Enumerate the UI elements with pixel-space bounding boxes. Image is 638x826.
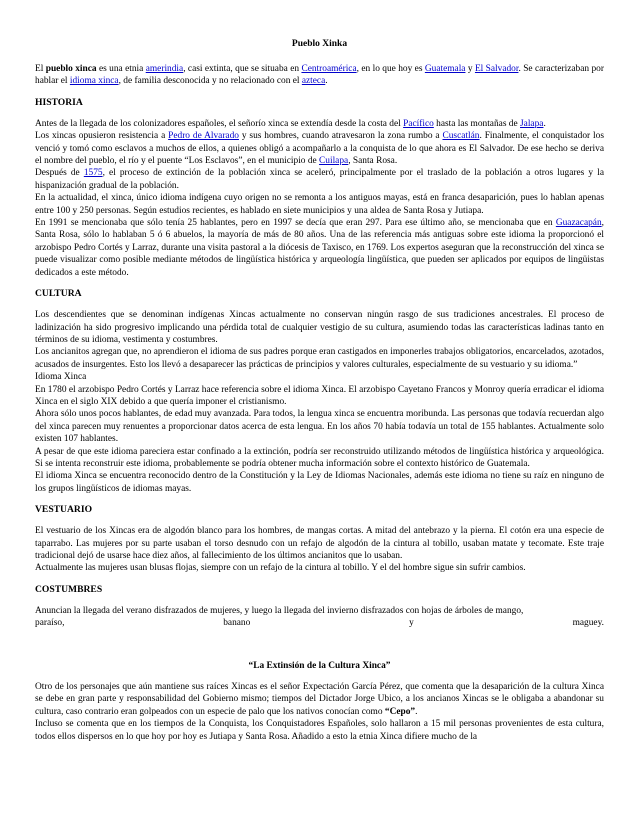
intro-text: . Se caracterizaban por hablar el xyxy=(35,64,604,87)
body-text: . xyxy=(543,118,546,129)
link-azteca[interactable]: azteca xyxy=(301,76,326,87)
link-cuilapa[interactable]: Cuilapa xyxy=(319,156,349,167)
intro-paragraph xyxy=(35,63,604,88)
intro-text: , casi extinta, que se situaba en xyxy=(183,64,302,74)
word: y xyxy=(409,618,414,629)
historia-paragraph xyxy=(35,118,604,130)
vestuario-paragraph: El vestuario de los Xincas era de algodón blanco para los hombres, de mangas cortas. A mitad del antebrazo y la pierna. El cotón era una especie de taparrabo. Las mujeres por su parte usaban el torso desnudo con un refajo de algodón de la cintura al tobillo, usaban matate y tecomate. Este traje tradicional dejó de usarse hace diez años, al fallecimiento de los últimos ancianitos que lo usaban. xyxy=(35,526,604,561)
cultura-paragraph: A pesar de que este idioma pareciera estar confinado a la extinción, podría ser reconstruido utilizando métodos de lingüística histórica y arqueológica. Si se intenta reconstruir este idioma, probablemente se podría obtener mucha información sobre el contexto histórico de Guatemala. xyxy=(35,446,604,469)
body-text: hasta las montañas de xyxy=(433,118,521,129)
section-heading-cultura: CULTURA xyxy=(35,288,82,300)
link-1575[interactable]: 1575 xyxy=(83,168,103,179)
cultura-paragraph: Los descendientes que se denominan indígenas Xincas actualmente no conservan ningún rasgo de sus tradiciones ancestrales. El proceso de ladinización ha sido progresivo implicando una pérdida total de cualquier vestigio de su cultura, asumiendo todas las características ladinas tanto en términos de su idioma, vestimenta y costumbres. xyxy=(35,310,604,345)
link-el-salvador[interactable]: El Salvador xyxy=(474,64,519,74)
intro-text: es una etnia xyxy=(96,64,146,74)
link-centroamerica[interactable]: Centroamérica xyxy=(301,64,357,74)
intro-text: . xyxy=(325,76,328,87)
link-jalapa[interactable]: Jalapa xyxy=(520,118,544,129)
extincion-heading: “La Extinsión de la Cultura Xinca” xyxy=(248,660,391,671)
historia-paragraph xyxy=(35,130,604,167)
body-text: , Santa Rosa. xyxy=(348,156,398,167)
body-text: , el proceso de extinción de la población xinca se aceleró, principalmente por el traslado de la población a otros lugares y la hispanización gradual de la población. xyxy=(35,168,604,191)
section-heading-vestuario: VESTUARIO xyxy=(35,504,93,516)
body-text: . Finalmente, el conquistador los venció y tomó como esclavos a muchos de ellos, a quienes obligó a acompañarlo a la conquista de lo que ahora es El Salvador. De ese hecho se deriva el nombre del pueblo, el río y el puente “Los Esclavos”, en el municipio de xyxy=(35,131,604,167)
bold-term-cepo: “Cepo” xyxy=(384,706,416,717)
historia-paragraph: En la actualidad, el xinca, único idioma indígena cuyo origen no se remonta a los antiguos mayas, está en franca desaparición, pues lo hablan apenas entre 100 y 250 personas. Según estudios recientes, es hablado en siete municipios y una aldea de Santa Rosa y Jutiapa. xyxy=(35,193,604,216)
costumbres-justified-line xyxy=(35,617,604,629)
word: maguey. xyxy=(572,618,604,629)
vestuario-paragraph: Actualmente las mujeres usan blusas flojas, siempre con un refajo de la cintura al tobillo. Y el del hombre sigue sin sufrir cambios. xyxy=(35,563,526,574)
link-pacifico[interactable]: Pacífico xyxy=(403,118,434,129)
body-text: En 1991 se mencionaba que sólo tenía 25 hablantes, pero en 1997 se decía que eran 297. Para ese último año, se mencionaba que en xyxy=(35,218,556,229)
cultura-paragraph: En 1780 el arzobispo Pedro Cortés y Larraz hace referencia sobre el idioma Xinca. El arzobispo Cayetano Francos y Monroy quería erradicar el idioma Xinca en el siglo XIX debido a que quería imponer el cristianismo. xyxy=(35,384,604,407)
intro-text: y xyxy=(465,64,475,74)
cultura-paragraph: Ahora sólo unos pocos hablantes, de edad muy avanzada. Para todos, la lengua xinca se encuentra moribunda. Las personas que todavía recuerdan algo del xinca parecen muy renuentes a proporcionar datos acerca de esta lengua. En los años 70 había todavía un total de 155 hablantes. Actualmente solo existen 107 hablantes. xyxy=(35,409,604,445)
section-heading-historia: HISTORIA xyxy=(35,96,83,108)
link-amerindia[interactable]: amerindia xyxy=(145,64,184,74)
historia-paragraph xyxy=(35,217,604,279)
link-cuscatlan[interactable]: Cuscatlán xyxy=(442,131,480,142)
word: paraíso, xyxy=(35,618,65,629)
intro-text: , en lo que hoy es xyxy=(356,64,425,74)
word: banano xyxy=(223,618,251,629)
intro-text: El xyxy=(35,64,46,74)
body-text: . xyxy=(415,706,418,717)
historia-paragraph xyxy=(35,167,604,192)
body-text: y sus hombres, cuando atravesaron la zona rumbo a xyxy=(238,131,443,142)
cultura-paragraph: El idioma Xinca se encuentra reconocido dentro de la Constitución y la Ley de Idiomas Nacionales, además este idioma no tiene su raíz en ninguno de los grupos lingüísticos de idiomas mayas. xyxy=(35,471,604,494)
intro-bold-term: pueblo xinca xyxy=(45,64,97,74)
page-title: Pueblo Xinka xyxy=(291,39,348,49)
costumbres-paragraph: Anuncian la llegada del verano disfrazados de mujeres, y luego la llegada del invierno disfrazados con hojas de árboles de mango, xyxy=(35,605,524,616)
extincion-paragraph xyxy=(35,681,604,718)
body-text: Los xincas opusieron resistencia a xyxy=(35,131,169,142)
link-pedro-de-alvarado[interactable]: Pedro de Alvarado xyxy=(168,131,239,142)
extincion-paragraph: Incluso se comenta que en los tiempos de la Conquista, los Conquistadores Españoles, solo hallaron a 15 mil personas provenientes de esta cultura, todos ellos dispersos en lo que hoy por hoy es Jutiapa y Santa Rosa. Añadido a esto la etnia Xinca difiere mucho de la xyxy=(35,719,604,742)
cultura-paragraph: Los ancianitos agregan que, no aprendieron el idioma de sus padres porque eran castigados en imponerles trabajos obligatorios, encarcelados, azotados, acusados de insurgentes. Esto los llevó a desaparecer las prácticas de principios y valores culturales, especialmente de su vestuario y su idioma.” xyxy=(35,347,604,370)
body-text: , Santa Rosa, sólo lo hablaban 5 ó 6 abuelos, la mayoría de más de 80 años. Una de las referencia más antiguas sobre este idioma la proporcionó el arzobispo Pedro Cortés y Larraz, durante una visita pastoral a la diócesis de Taxisco, en 1769. Los expertos aseguran que la reconstrucción del xinca se puede visualizar como posible mediante métodos de lingüística histórica y arqueología lingüística, que pueden ser aplicados por equipos de lingüistas dedicados a este método. xyxy=(35,218,604,278)
body-text: Otro de los personajes que aún mantiene sus raíces Xincas es el señor Expectación García Pérez, que comenta que la desaparición de la cultura Xinca se debe en gran parte y responsabilidad del Gobierno mismo; tiempos del Dictador Jorge Ubico, a los ancianos Xincas se le obligaba a abandonar su cultura, caso contrario eran golpeados con un especie de palo que los nativos conocían como xyxy=(35,682,604,717)
section-heading-costumbres: COSTUMBRES xyxy=(35,583,103,595)
link-idioma-xinca[interactable]: idioma xinca xyxy=(69,76,119,87)
body-text: Antes de la llegada de los colonizadores españoles, el señorío xinca se extendía desde la costa del xyxy=(35,118,404,129)
intro-text: , de familia desconocida y no relacionado con el xyxy=(118,76,302,87)
body-text: Después de xyxy=(35,168,84,179)
link-guatemala[interactable]: Guatemala xyxy=(424,64,466,74)
link-guazacapan[interactable]: Guazacapán xyxy=(555,218,602,229)
cultura-paragraph: Idioma Xinca xyxy=(35,372,87,383)
